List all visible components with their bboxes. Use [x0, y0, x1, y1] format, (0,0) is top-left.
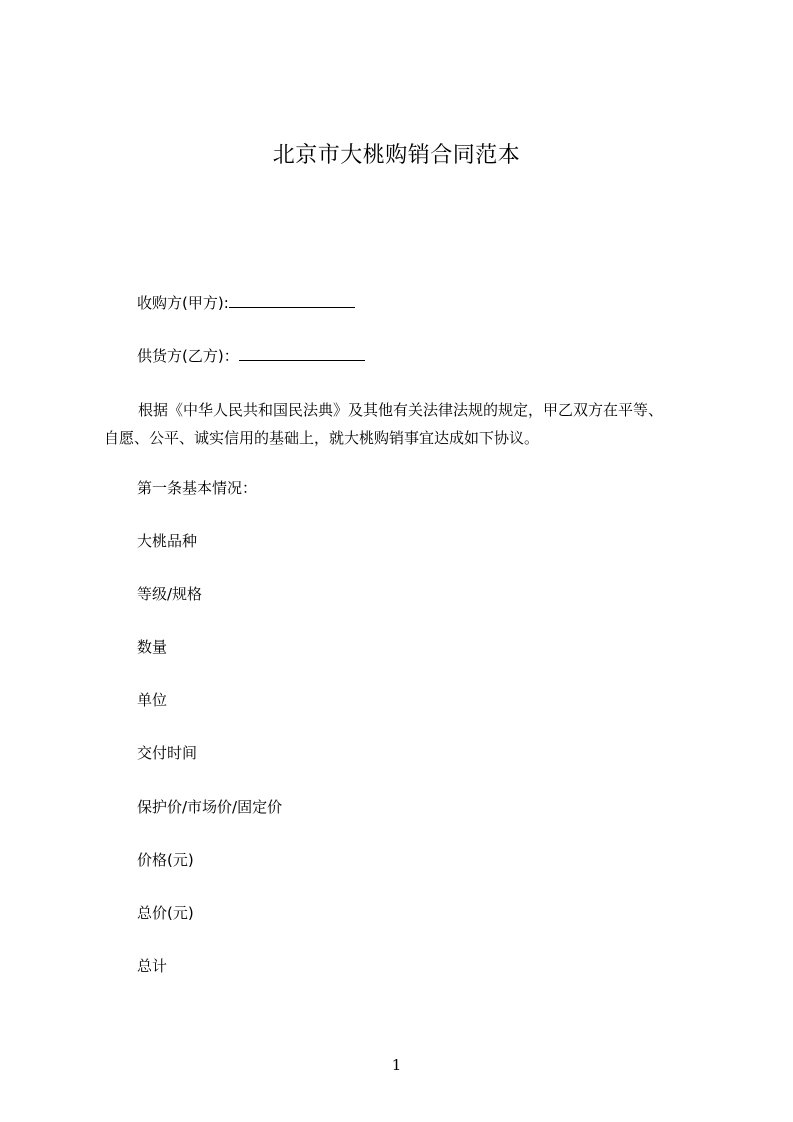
- buyer-blank: [229, 291, 355, 308]
- supplier-blank: [239, 344, 365, 361]
- buyer-line: [137, 291, 355, 313]
- item-price-type: 保护价/市场价/固定价: [137, 798, 283, 816]
- buyer-label: 收购方(甲方):: [137, 294, 229, 312]
- document-title: 北京市大桃购销合同范本: [272, 143, 521, 168]
- intro-paragraph: [104, 396, 704, 452]
- intro-line-2: 自愿、公平、诚实信用的基础上，就大桃购销事宜达成如下协议。: [104, 429, 540, 447]
- page-number: 1: [391, 1056, 402, 1074]
- item-total-price: 总价(元): [137, 904, 194, 922]
- item-grade: 等级/规格: [137, 585, 203, 603]
- intro-line-1: 根据《中华人民共和国民法典》及其他有关法律法规的规定，甲乙双方在平等、: [138, 401, 664, 419]
- supplier-line: [137, 344, 365, 366]
- item-price: 价格(元): [137, 851, 194, 869]
- supplier-label: 供货方(乙方)：: [137, 347, 239, 365]
- item-grand-total: 总计: [137, 957, 168, 975]
- article1-heading: 第一条基本情况：: [137, 479, 258, 497]
- item-variety: 大桃品种: [137, 532, 198, 550]
- item-delivery-time: 交付时间: [137, 744, 198, 762]
- item-unit: 单位: [137, 691, 168, 709]
- item-quantity: 数量: [137, 638, 168, 656]
